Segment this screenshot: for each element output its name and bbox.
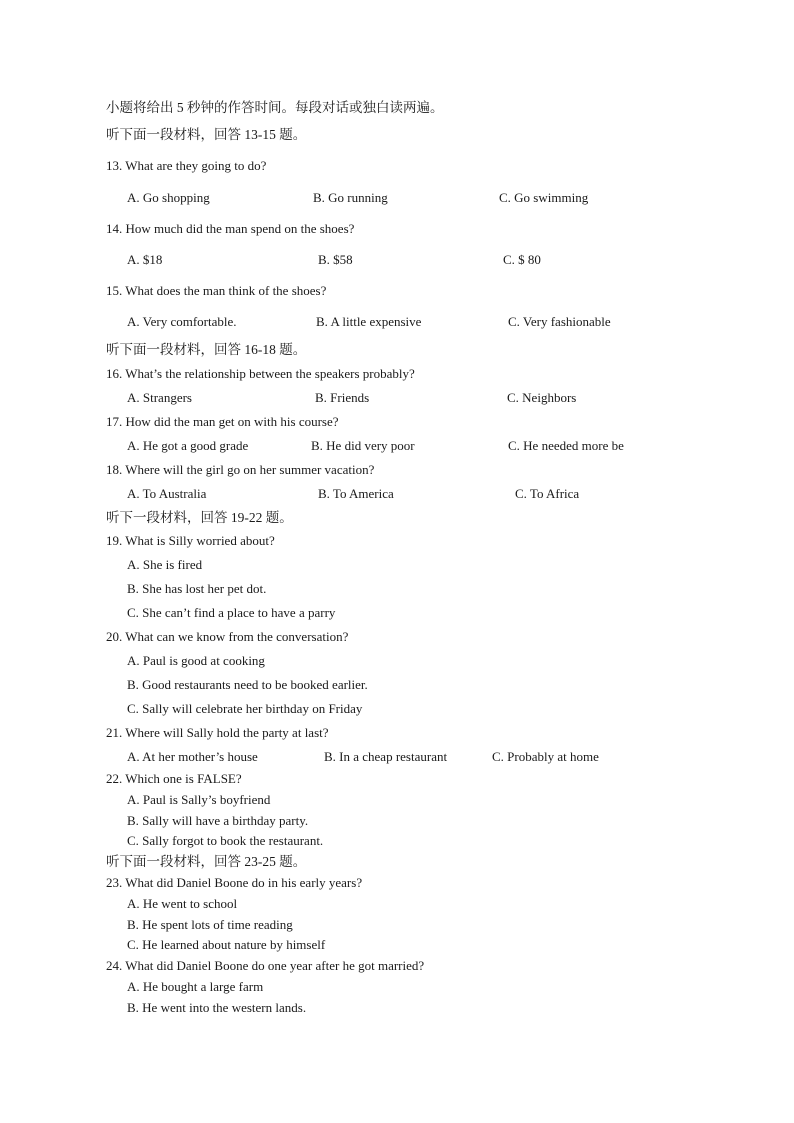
question-20: 20. What can we know from the conversation? — [106, 629, 349, 644]
question-16-option-c: C. Neighbors — [507, 390, 577, 405]
question-15-option-b: B. A little expensive — [316, 314, 422, 329]
question-20-option-b: B. Good restaurants need to be booked earlier. — [127, 677, 368, 692]
question-14-option-b: B. $58 — [318, 252, 353, 267]
question-21-option-a: A. At her mother’s house — [127, 749, 258, 764]
question-20-option-a: A. Paul is good at cooking — [127, 653, 265, 668]
question-15: 15. What does the man think of the shoes? — [106, 283, 327, 298]
question-24-option-b: B. He went into the western lands. — [127, 1000, 307, 1015]
section-heading-13-15: 听下面一段材料，回答 13-15 题。 — [106, 127, 307, 142]
question-24-option-a: A. He bought a large farm — [127, 979, 264, 994]
instructions-text: 小题将给出 5 秒钟的作答时间。每段对话或独白读两遍。 — [106, 100, 444, 115]
question-16-option-a: A. Strangers — [127, 390, 192, 405]
question-16-option-b: B. Friends — [315, 390, 370, 405]
question-19-option-c: C. She can’t find a place to have a parry — [127, 605, 336, 620]
section-heading-16-18: 听下面一段材料，回答 16-18 题。 — [106, 342, 307, 357]
section-heading-23-25: 听下面一段材料，回答 23-25 题。 — [106, 854, 307, 869]
question-17: 17. How did the man get on with his course? — [106, 414, 339, 429]
question-16: 16. What’s the relationship between the speakers probably? — [106, 366, 415, 381]
question-14-option-c: C. $ 80 — [503, 252, 541, 267]
question-17-option-c: C. He needed more be — [508, 438, 624, 453]
question-19-option-a: A. She is fired — [127, 557, 203, 572]
question-15-option-c: C. Very fashionable — [508, 314, 611, 329]
question-23: 23. What did Daniel Boone do in his early years? — [106, 875, 363, 890]
question-21-option-b: B. In a cheap restaurant — [324, 749, 448, 764]
question-20-option-c: C. Sally will celebrate her birthday on Friday — [127, 701, 363, 716]
question-13-option-b: B. Go running — [313, 190, 388, 205]
question-13: 13. What are they going to do? — [106, 158, 267, 173]
question-15-option-a: A. Very comfortable. — [127, 314, 237, 329]
section-heading-19-22: 听下一段材料，回答 19-22 题。 — [106, 510, 293, 525]
question-22-option-c: C. Sally forgot to book the restaurant. — [127, 833, 324, 848]
question-13-option-a: A. Go shopping — [127, 190, 210, 205]
question-14: 14. How much did the man spend on the shoes? — [106, 221, 355, 236]
question-22-option-a: A. Paul is Sally’s boyfriend — [127, 792, 271, 807]
question-18-option-b: B. To America — [318, 486, 394, 501]
question-13-option-c: C. Go swimming — [499, 190, 589, 205]
question-23-option-c: C. He learned about nature by himself — [127, 937, 326, 952]
question-18-option-a: A. To Australia — [127, 486, 207, 501]
question-14-option-a: A. $18 — [127, 252, 163, 267]
question-17-option-a: A. He got a good grade — [127, 438, 249, 453]
question-18-option-c: C. To Africa — [515, 486, 580, 501]
question-24: 24. What did Daniel Boone do one year after he got married? — [106, 958, 425, 973]
question-23-option-a: A. He went to school — [127, 896, 238, 911]
question-21-option-c: C. Probably at home — [492, 749, 599, 764]
question-18: 18. Where will the girl go on her summer vacation? — [106, 462, 375, 477]
question-17-option-b: B. He did very poor — [311, 438, 415, 453]
question-19: 19. What is Silly worried about? — [106, 533, 275, 548]
question-23-option-b: B. He spent lots of time reading — [127, 917, 293, 932]
question-19-option-b: B. She has lost her pet dot. — [127, 581, 267, 596]
question-21: 21. Where will Sally hold the party at last? — [106, 725, 329, 740]
question-22-option-b: B. Sally will have a birthday party. — [127, 813, 309, 828]
question-22: 22. Which one is FALSE? — [106, 771, 242, 786]
